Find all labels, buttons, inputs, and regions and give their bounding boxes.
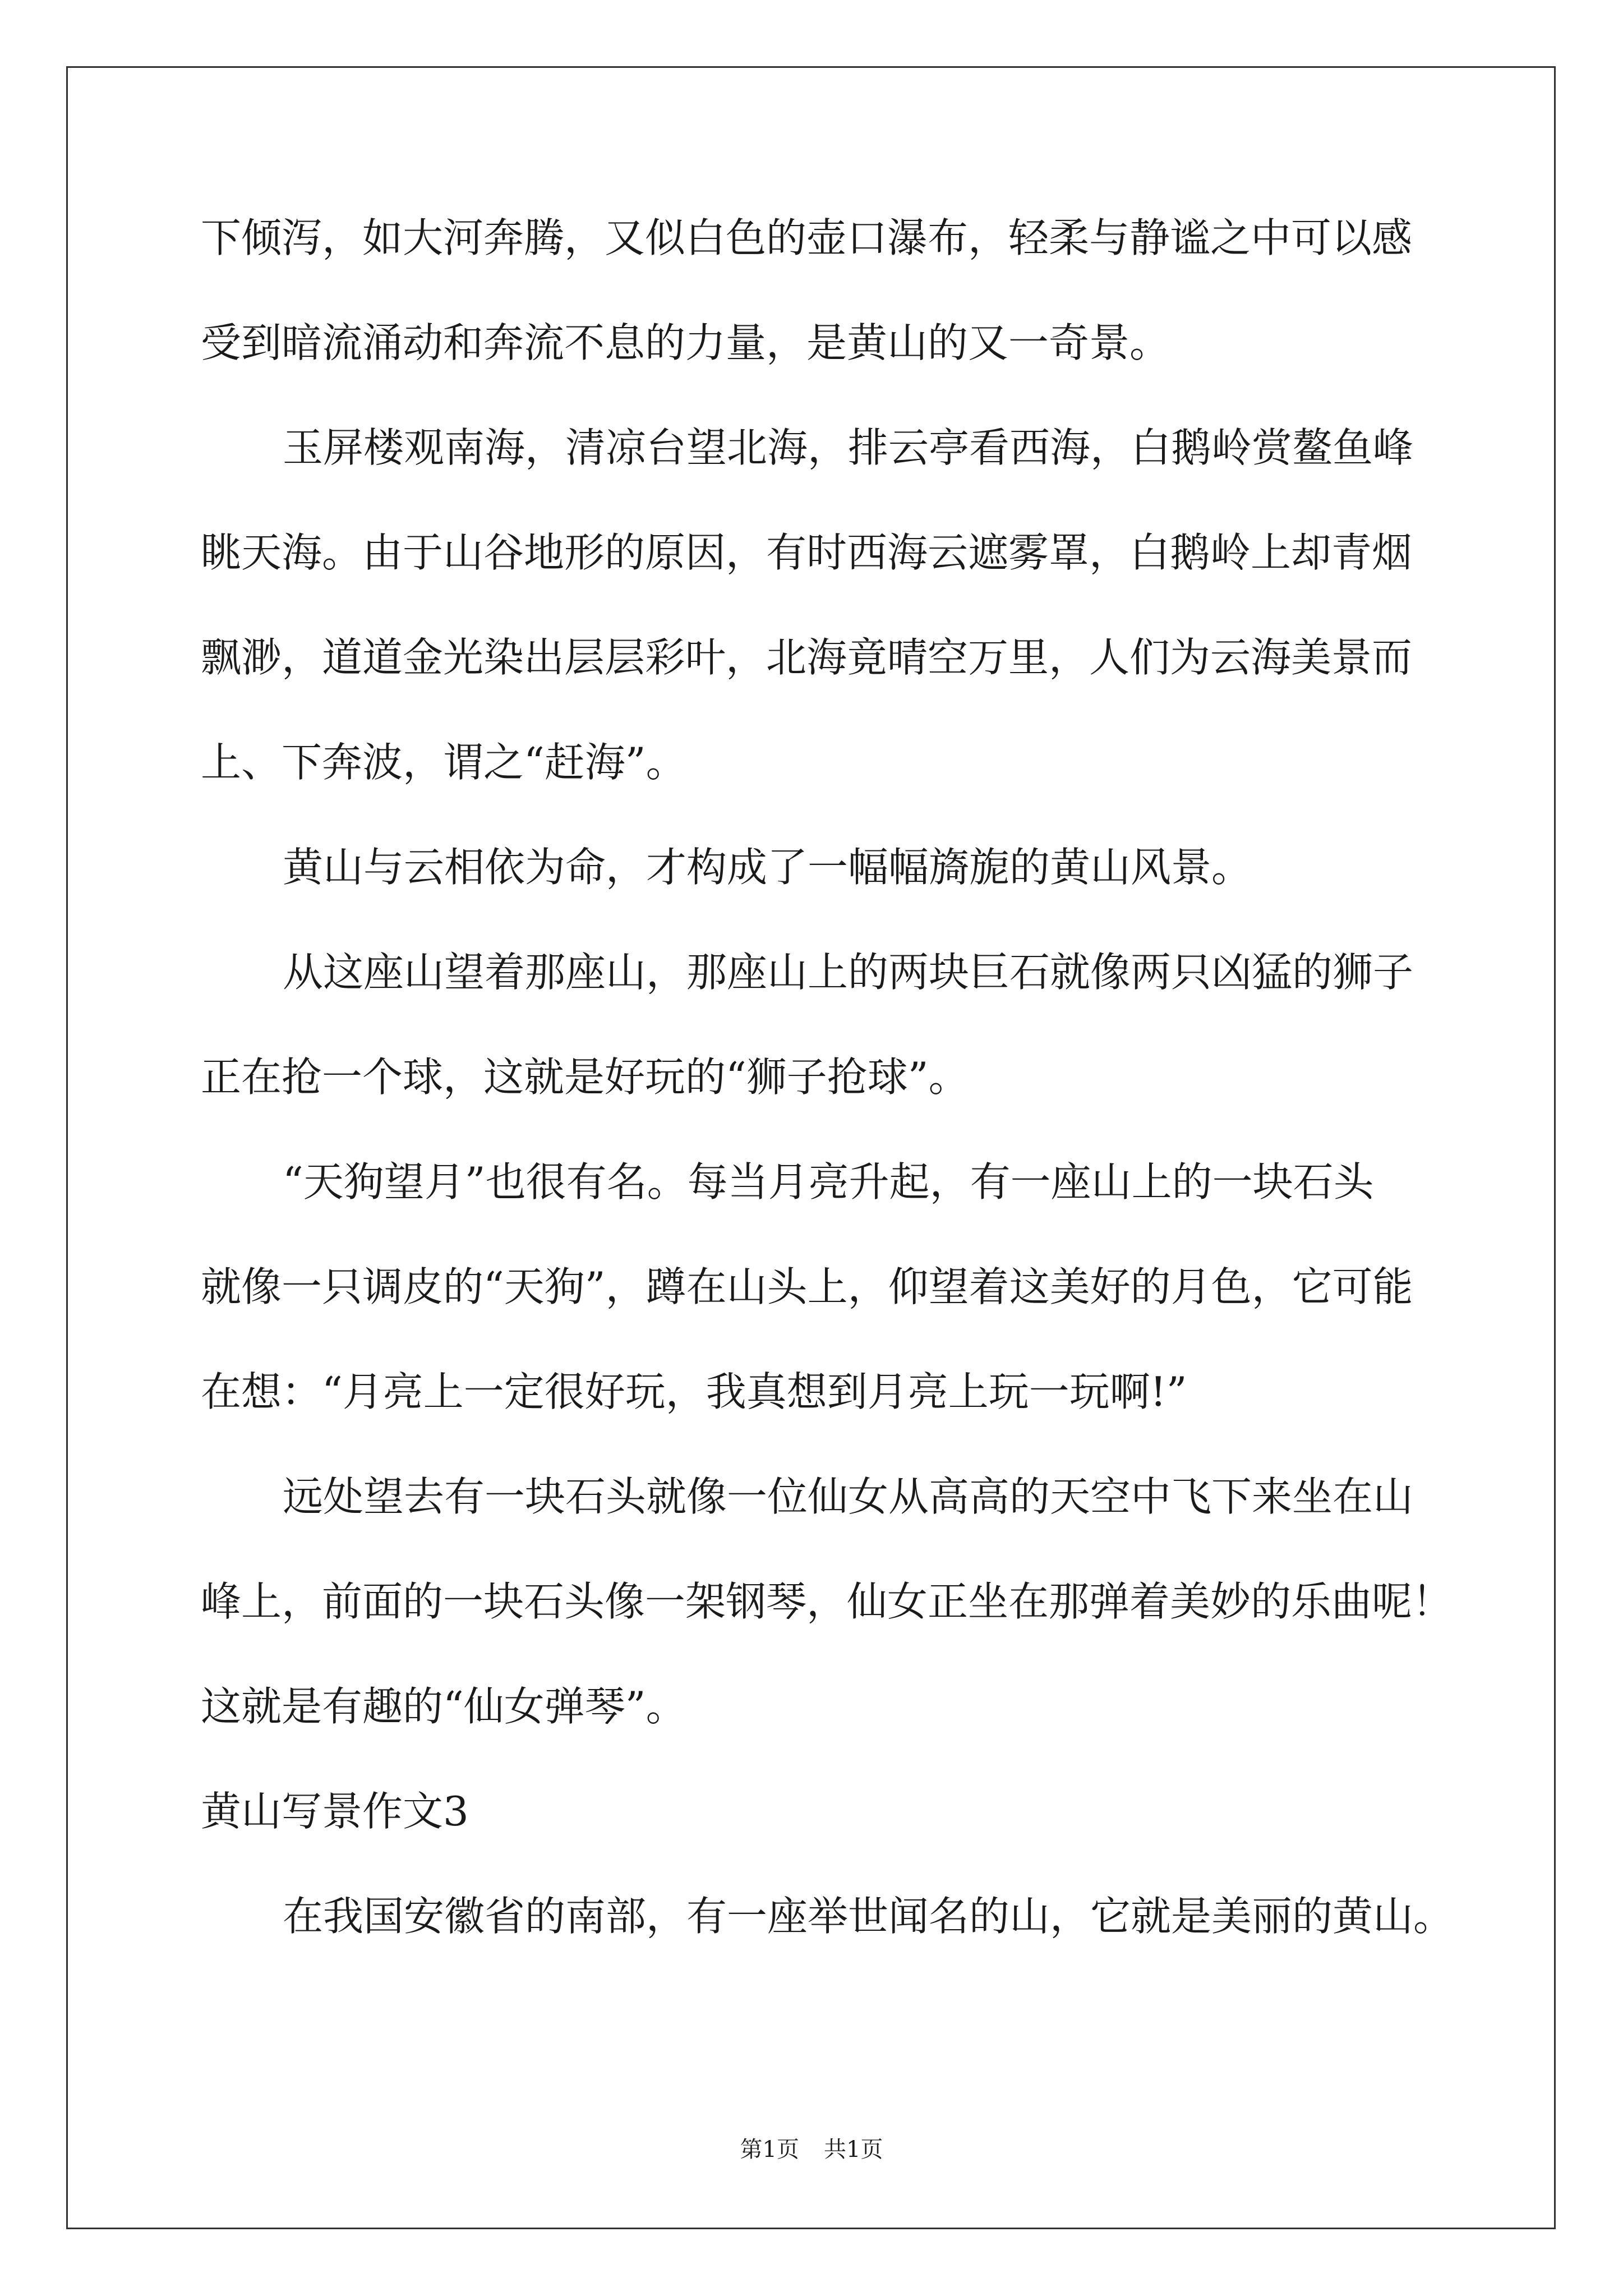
text-line: 受到暗流涌动和奔流不息的力量，是黄山的又一奇景。 xyxy=(201,319,1170,366)
text-line: 这就是有趣的“仙女弹琴”。 xyxy=(201,1683,686,1730)
text-line: 飘渺，道道金光染出层层彩叶，北海竟晴空万里，人们为云海美景而 xyxy=(201,634,1413,681)
page-footer xyxy=(0,2134,1623,2165)
text-line: 眺天海。由于山谷地形的原因，有时西海云遮雾罩，白鹅岭上却青烟 xyxy=(201,529,1413,576)
text-line: 就像一只调皮的“天狗”，蹲在山头上，仰望着这美好的月色，它可能 xyxy=(201,1263,1413,1310)
paragraph-start: 黄山与云相依为命，才构成了一幅幅旖旎的黄山风景。 xyxy=(283,844,1252,891)
text-line: 峰上，前面的一块石头像一架钢琴，仙女正坐在那弹着美妙的乐曲呢！ xyxy=(201,1578,1453,1625)
text-line: 正在抢一个球，这就是好玩的“狮子抢球”。 xyxy=(201,1053,969,1101)
paragraph-start: “天狗望月”也很有名。每当月亮升起，有一座山上的一块石头 xyxy=(283,1158,1374,1205)
page-total: 共1页 xyxy=(824,2137,883,2162)
text-line: 在想：“月亮上一定很好玩，我真想到月亮上玩一玩啊!” xyxy=(201,1368,1187,1415)
paragraph-start: 玉屏楼观南海，清凉台望北海，排云亭看西海，白鹅岭赏鳌鱼峰 xyxy=(283,424,1414,471)
paragraph-start: 从这座山望着那座山，那座山上的两块巨石就像两只凶猛的狮子 xyxy=(283,949,1414,996)
paragraph-start: 在我国安徽省的南部，有一座举世闻名的山，它就是美丽的黄山。 xyxy=(283,1893,1454,1940)
text-line: 上、下奔波，谓之“赶海”。 xyxy=(201,739,686,786)
section-heading: 黄山写景作文3 xyxy=(201,1788,469,1835)
text-line: 下倾泻，如大河奔腾，又似白色的壶口瀑布，轻柔与静谧之中可以感 xyxy=(201,214,1413,261)
page-number: 第1页 xyxy=(740,2137,799,2162)
paragraph-start: 远处望去有一块石头就像一位仙女从高高的天空中飞下来坐在山 xyxy=(283,1473,1414,1520)
